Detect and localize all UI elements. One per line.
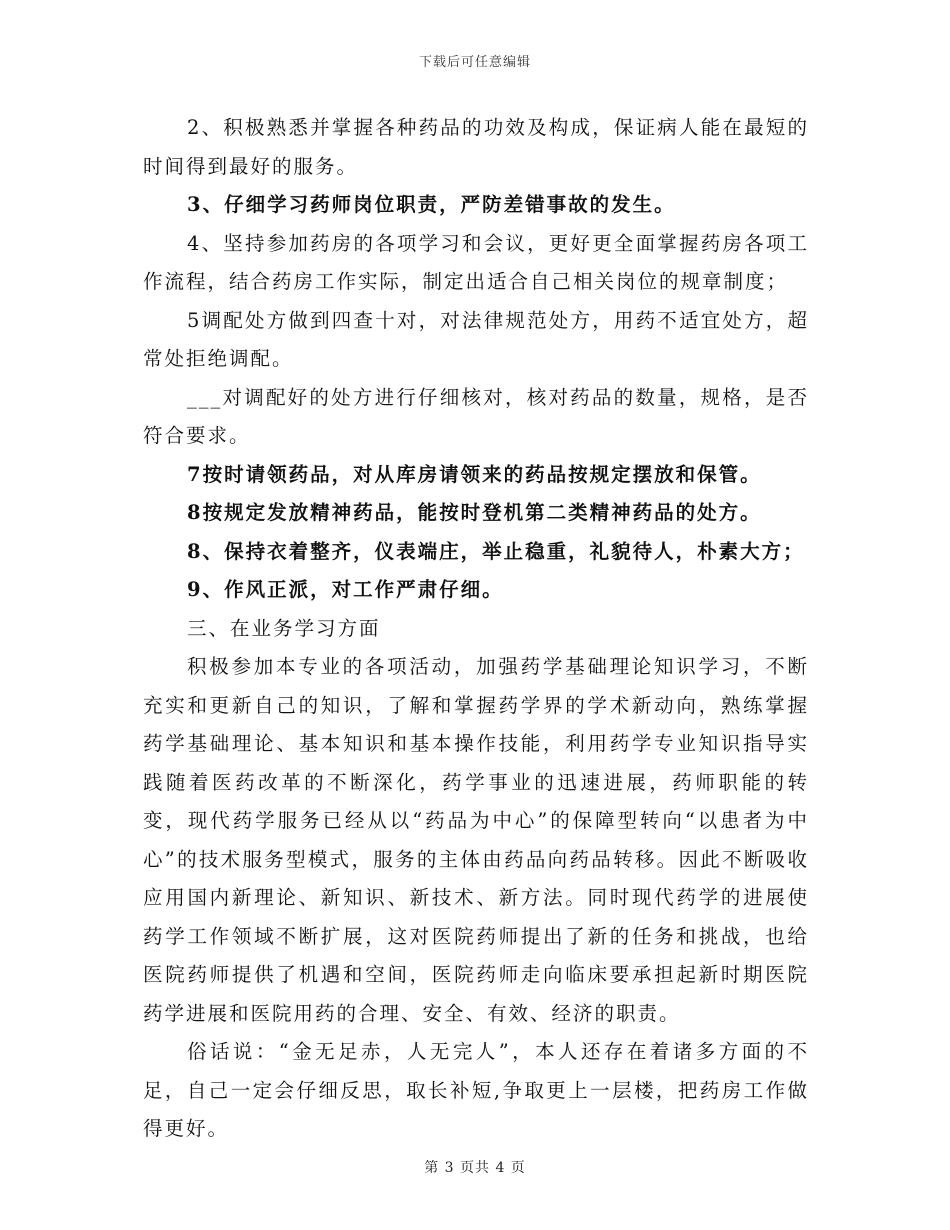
document-body: [143, 109, 809, 1149]
paragraph-item-6: ___对调配好的处方进行仔细核对，核对药品的数量，规格，是否符合要求。: [143, 385, 809, 447]
paragraph-item-5: 5调配处方做到四查十对，对法律规范处方，用药不适宜处方，超常处拒绝调配。: [143, 308, 809, 370]
paragraph-study: 积极参加本专业的各项活动，加强药学基础理论知识学习，不断充实和更新自己的知识，了解和掌握药学界的学术新动向，熟练掌握药学基础理论、基本知识和基本操作技能，利用药学专业知识指导实践随着医药改革的不断深化，药学事业的迅速进展，药师职能的转变，现代药学服务已经从以“药品为中心”的保障型转向“以患者为中心”的技术服务型模式，服务的主体由药品向药品转移。因此不断吸收应用国内新理论、新知识、新技术、新方法。同时现代药学的进展使药学工作领域不断扩展，这对医院药师提出了新的任务和挑战，也给医院药师提供了机遇和空间，医院药师走向临床要承担起新时期医院药学进展和医院用药的合理、安全、有效、经济的职责。: [143, 655, 809, 1025]
section-heading: 三、在业务学习方面: [187, 616, 381, 640]
paragraph-item-3: 3、仔细学习药师岗位职责，严防差错事故的发生。: [187, 193, 676, 216]
paragraph-item-4: 4、坚持参加药房的各项学习和会议，更好更全面掌握药房各项工作流程，结合药房工作实际，制定出适合自己相关岗位的规章制度；: [143, 231, 809, 293]
paragraph-closing: 俗话说：“金无足赤，人无完人”，本人还存在着诸多方面的不足，自己一定会仔细反思，取长补短,争取更上一层楼，把药房工作做得更好。: [143, 1040, 809, 1140]
page-header: 下载后可任意编辑: [418, 55, 531, 70]
paragraph-item-8b: 8、保持衣着整齐，仪表端庄，举止稳重，礼貌待人，朴素大方；: [187, 539, 805, 563]
paragraph-item-9: 9、作风正派，对工作严肃仔细。: [187, 578, 504, 601]
paragraph-item-2: 2、积极熟悉并掌握各种药品的功效及构成，保证病人能在最短的时间得到最好的服务。: [143, 116, 809, 178]
paragraph-item-7: 7按时请领药品，对从库房请领来的药品按规定摆放和保管。: [187, 462, 762, 486]
paragraph-item-8a: 8按规定发放精神药品，能按时登机第二类精神药品的处方。: [187, 501, 762, 524]
page-footer: 第 3 页共 4 页: [424, 1160, 526, 1176]
